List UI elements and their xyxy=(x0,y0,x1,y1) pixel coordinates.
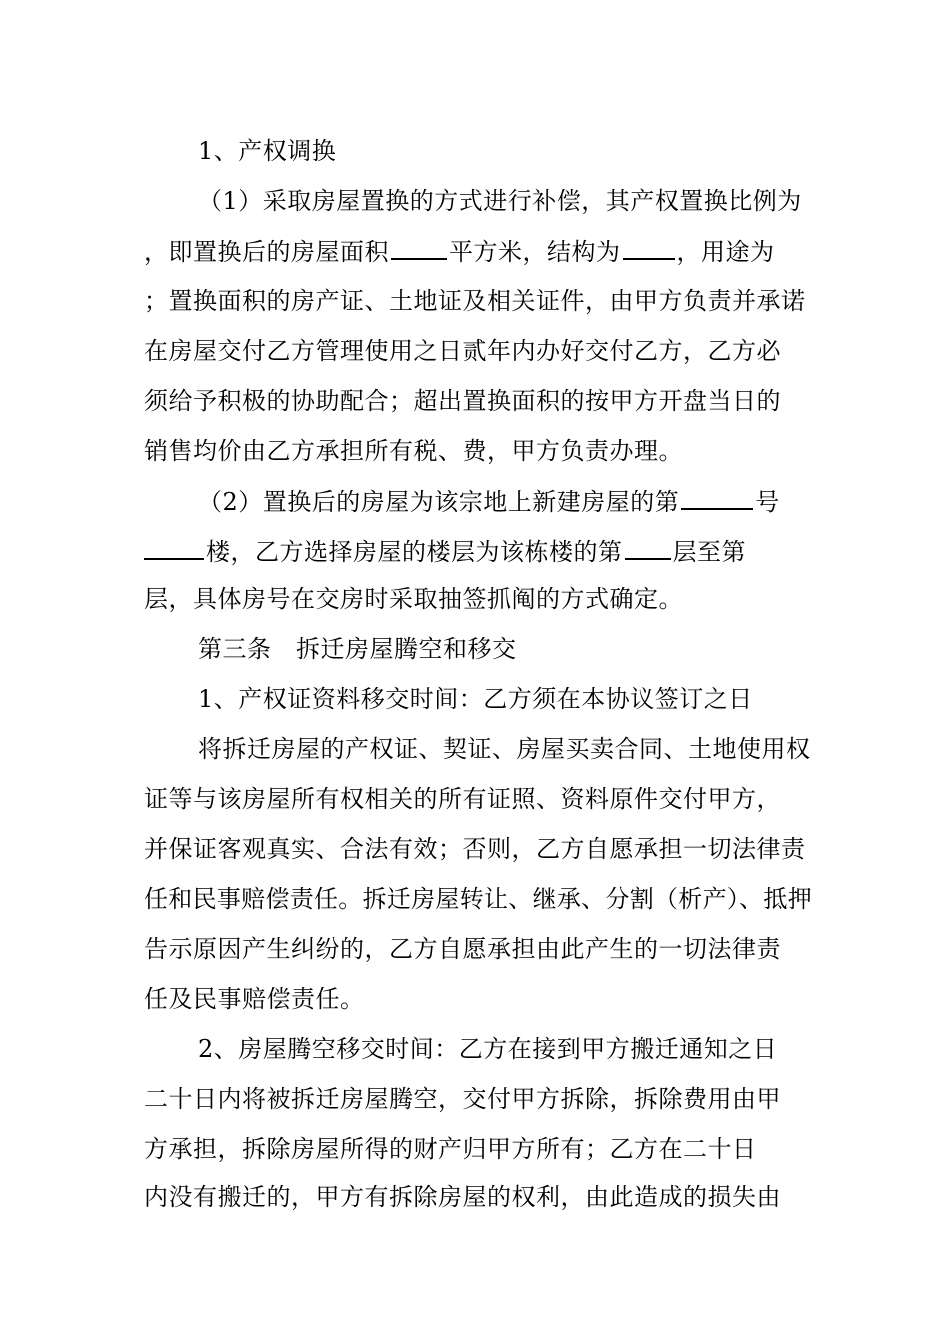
text-segment: 楼，乙方选择房屋的楼层为该栋楼的第 xyxy=(206,538,623,566)
fill-in-blank xyxy=(623,236,675,260)
paragraph-line xyxy=(144,884,812,914)
text-segment: 在房屋交付乙方管理使用之日贰年内办好交付乙方，乙方必 xyxy=(144,337,781,365)
text-segment: （2）置换后的房屋为该宗地上新建房屋的第 xyxy=(198,488,680,516)
paragraph-line xyxy=(144,584,683,614)
text-segment: 层，具体房号在交房时采取抽签抓阄的方式确定。 xyxy=(144,585,683,613)
text-segment: ；置换面积的房产证、土地证及相关证件，由甲方负责并承诺 xyxy=(144,287,806,315)
paragraph-line xyxy=(144,934,781,964)
text-segment: 任和民事赔偿责任。拆迁房屋转让、继承、分割（析产）、抵押 xyxy=(144,885,812,913)
paragraph-line xyxy=(198,1034,777,1064)
text-segment: 告示原因产生纠纷的，乙方自愿承担由此产生的一切法律责 xyxy=(144,935,781,963)
fill-in-blank xyxy=(391,236,447,260)
text-segment: 层至第 xyxy=(672,538,746,566)
fill-in-blank xyxy=(681,486,753,510)
fill-in-blank xyxy=(144,536,204,560)
text-segment: 任及民事赔偿责任。 xyxy=(144,985,365,1013)
text-segment: 第三条 拆迁房屋腾空和移交 xyxy=(198,635,517,663)
text-segment: 1、产权证资料移交时间：乙方须在本协议签订之日 xyxy=(198,685,753,713)
text-segment: ，即置换后的房屋面积 xyxy=(144,238,389,266)
article-heading xyxy=(198,634,517,664)
heading-property-exchange xyxy=(198,136,336,166)
paragraph-line xyxy=(144,784,781,814)
text-segment: 1、产权调换 xyxy=(198,137,337,165)
paragraph-line xyxy=(144,1084,781,1114)
paragraph-line xyxy=(198,186,802,216)
paragraph-line xyxy=(144,236,775,267)
paragraph-line xyxy=(144,984,365,1014)
paragraph-line xyxy=(144,286,806,316)
text-segment: 并保证客观真实、合法有效；否则，乙方自愿承担一切法律责 xyxy=(144,835,806,863)
paragraph-line xyxy=(144,436,683,466)
text-segment: 内没有搬迁的，甲方有拆除房屋的权利，由此造成的损失由 xyxy=(144,1183,781,1211)
paragraph-line xyxy=(198,684,753,714)
fill-in-blank xyxy=(625,536,671,560)
text-segment: ，用途为 xyxy=(676,238,775,266)
text-segment: 方承担，拆除房屋所得的财产归甲方所有；乙方在二十日 xyxy=(144,1135,757,1163)
text-segment: 销售均价由乙方承担所有税、费，甲方负责办理。 xyxy=(144,437,683,465)
text-segment: 平方米，结构为 xyxy=(449,238,621,266)
text-segment: 证等与该房屋所有权相关的所有证照、资料原件交付甲方， xyxy=(144,785,781,813)
paragraph-line xyxy=(144,1182,781,1212)
paragraph-line xyxy=(144,834,806,864)
paragraph-line xyxy=(144,336,781,366)
text-segment: 号 xyxy=(755,488,780,516)
paragraph-line xyxy=(198,486,780,517)
paragraph-line xyxy=(144,386,781,416)
paragraph-line xyxy=(144,1134,757,1164)
text-segment: 将拆迁房屋的产权证、契证、房屋买卖合同、土地使用权 xyxy=(198,735,811,763)
text-segment: 须给予积极的协助配合；超出置换面积的按甲方开盘当日的 xyxy=(144,387,781,415)
paragraph-line xyxy=(144,536,746,567)
text-segment: （1）采取房屋置换的方式进行补偿，其产权置换比例为 xyxy=(198,187,802,215)
paragraph-line xyxy=(198,734,811,764)
text-segment: 2、房屋腾空移交时间：乙方在接到甲方搬迁通知之日 xyxy=(198,1035,778,1063)
text-segment: 二十日内将被拆迁房屋腾空，交付甲方拆除，拆除费用由甲 xyxy=(144,1085,781,1113)
